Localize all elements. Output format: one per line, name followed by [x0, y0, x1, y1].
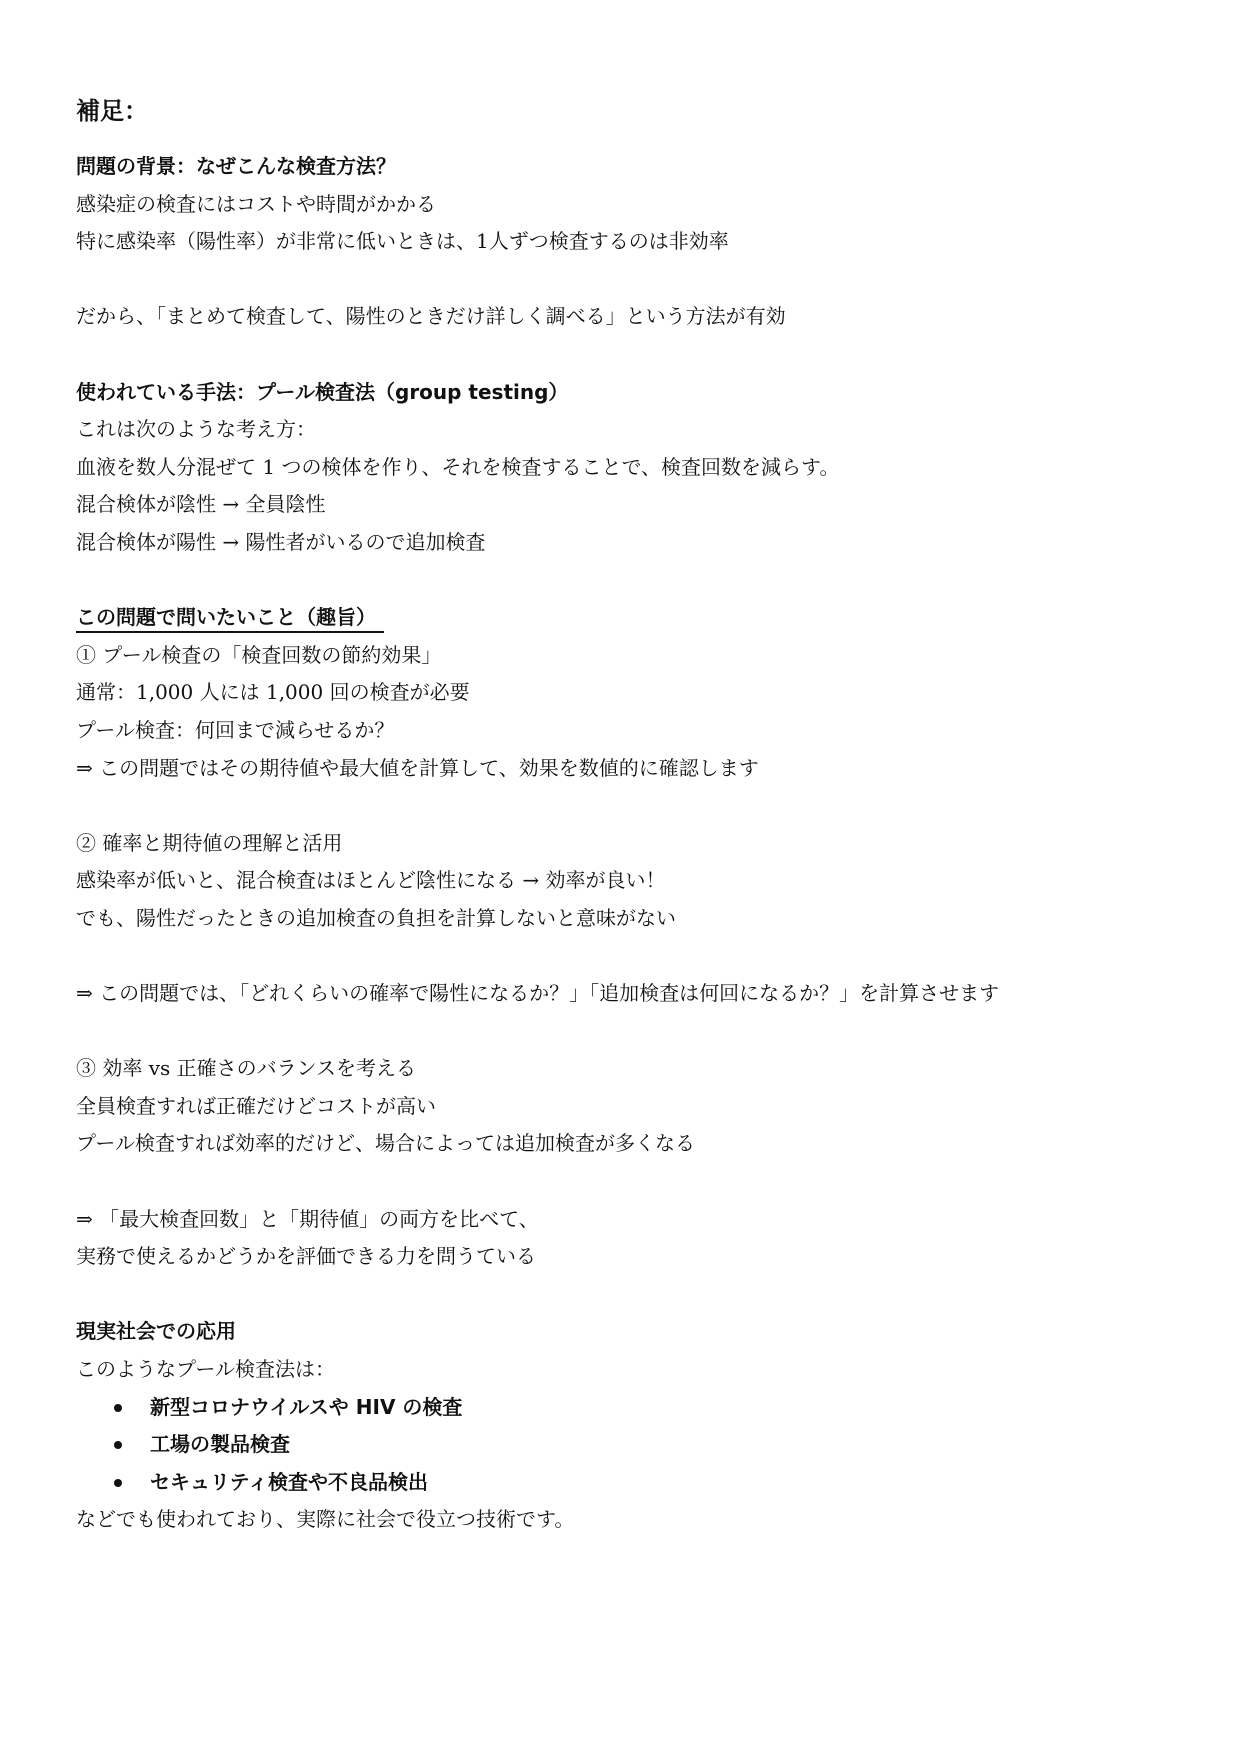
list-item-text: セキュリティ検査や不良品検出 [150, 1469, 428, 1494]
background-line-1: 感染症の検査にはコストや時間がかかる [76, 191, 436, 216]
application-heading: 現実社会での応用 [76, 1319, 236, 1344]
spacer [76, 562, 1176, 600]
application-intro: このようなプール検査法は： [76, 1357, 335, 1381]
list-item [76, 1464, 1176, 1502]
bullet-icon [114, 1404, 122, 1412]
point3-line-2: 全員検査すれば正確だけどコストが高い [76, 1093, 436, 1118]
point1-line-1: ① プール検査の「検査回数の節約効果」 [76, 642, 442, 667]
spacer [76, 1013, 1176, 1051]
point3-line-1: ③ 効率 vs 正確さのバランスを考える [76, 1056, 417, 1081]
application-closing: などでも使われており、実際に社会で役立つ技術です。 [76, 1507, 575, 1532]
point2-line-2: 感染率が低いと、混合検査はほとんど陰性になる → 効率が良い！ [76, 868, 666, 893]
application-bullet-list [76, 1389, 1176, 1502]
method-line-4: 混合検体が陽性 → 陽性者がいるので追加検査 [76, 529, 486, 554]
bullet-icon [114, 1479, 122, 1487]
method-line-1: これは次のような考え方： [76, 417, 316, 442]
background-line-2: 特に感染率（陽性率）が非常に低いときは、1人ずつ検査するのは非効率 [76, 229, 729, 254]
point3-line-4: ⇒ 「最大検査回数」と「期待値」の両方を比べて、 [76, 1206, 539, 1231]
point3-line-5: 実務で使えるかどうかを評価できる力を問うている [76, 1244, 536, 1269]
spacer [76, 787, 1176, 825]
list-item [76, 1426, 1176, 1464]
list-item-text: 新型コロナウイルスや HIV の検査 [150, 1394, 463, 1419]
spacer [76, 1276, 1176, 1314]
point1-line-2: 通常：1,000 人には 1,000 回の検査が必要 [76, 680, 470, 705]
point3-line-3: プール検査すれば効率的だけど、場合によっては追加検査が多くなる [76, 1131, 695, 1156]
method-line-3: 混合検体が陰性 → 全員陰性 [76, 492, 326, 517]
point1-line-3: プール検査：何回まで減らせるか？ [76, 717, 395, 742]
point2-line-3: でも、陽性だったときの追加検査の負担を計算しないと意味がない [76, 905, 676, 930]
page-title: 補足： [76, 97, 148, 125]
spacer [76, 261, 1176, 299]
method-heading: 使われている手法：プール検査法（group testing） [76, 379, 569, 404]
list-item-text: 工場の製品検査 [150, 1432, 290, 1457]
background-line-3: だから、「まとめて検査して、陽性のときだけ詳しく調べる」という方法が有効 [76, 304, 786, 329]
purpose-heading: この問題で問いたいこと（趣旨） [76, 603, 384, 633]
point2-line-4: ⇒ この問題では、「どれくらいの確率で陽性になるか？」「追加検査は何回になるか？」を計算させます [76, 981, 1000, 1006]
spacer [76, 937, 1176, 975]
list-item [76, 1389, 1176, 1427]
spacer [76, 336, 1176, 374]
purpose-heading-row [76, 599, 1176, 637]
method-line-2: 血液を数人分混ぜて 1 つの検体を作り、それを検査することで、検査回数を減らす。 [76, 454, 840, 479]
document-content [76, 92, 1176, 1539]
background-heading: 問題の背景：なぜこんな検査方法？ [76, 154, 396, 178]
bullet-icon [114, 1441, 122, 1449]
point1-line-4: ⇒ この問題ではその期待値や最大値を計算して、効果を数値的に確認します [76, 755, 759, 780]
spacer [76, 1163, 1176, 1201]
point2-line-1: ② 確率と期待値の理解と活用 [76, 830, 343, 855]
